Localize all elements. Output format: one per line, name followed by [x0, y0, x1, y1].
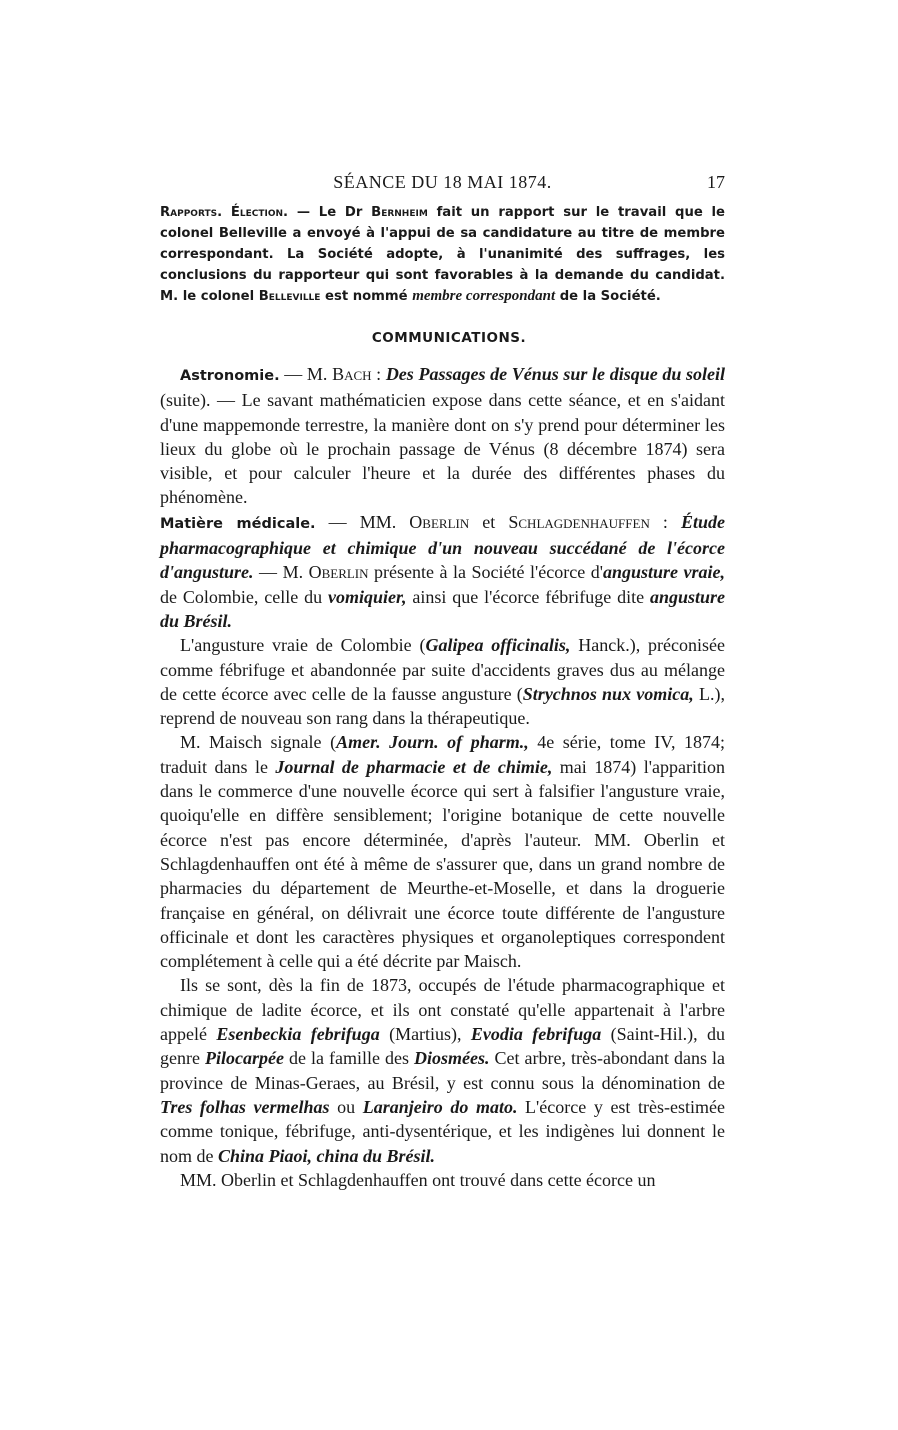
text-span: (suite). — Le savant mathématicien expose dans cette séance, et en s'aidant d'une mappemonde terrestre, la manière dont on s'y prend pour déterminer les lieux du globe où le prochain passage de Vénus (8 décembre 1874) sera visible, et pour calculer l'heure et la durée des différentes phases du phénomène.: [160, 390, 725, 508]
text-span: :: [649, 511, 681, 532]
italic-span: Amer. Journ. of pharm.,: [336, 732, 529, 753]
text-span: L'écorce y est très-estimée comme tonique, fébrifuge, anti-dysentérique, et les indigènes lui donnent le nom de: [160, 1096, 725, 1166]
italic-span: Tres folhas vermelhas: [160, 1096, 330, 1117]
text-span: — MM.: [315, 511, 410, 532]
text-span: — M.: [253, 562, 309, 583]
text-span: ou: [329, 1096, 363, 1117]
text-span: et: [469, 511, 509, 532]
italic-title: Étude pharmacographique et chimique d'un nouveau succédané de l'écorce d'angusture.: [160, 511, 726, 583]
person-name: Schlagdenhauffen: [508, 511, 650, 532]
italic-span: Strychnos nux vomica,: [522, 683, 694, 704]
paragraph-astronomie: [160, 362, 725, 510]
text-span: ainsi que l'écorce fébrifuge dite: [406, 586, 650, 607]
text-span: Hanck.), préconisée comme fébrifuge et abandonnée par suite d'accidents graves dus au mélange de cette écorce avec celle de la fausse angusture (: [160, 635, 726, 704]
paragraph-lead: Astronomie.: [180, 368, 280, 384]
rapports-paragraph: [160, 202, 725, 307]
person-name: Oberlin: [308, 562, 369, 583]
paragraph-last: [160, 1168, 725, 1192]
italic-span: Diosmées.: [414, 1048, 490, 1069]
italic-span: vomiquier,: [328, 586, 407, 607]
italic-span: Esenbeckia febrifuga: [216, 1024, 380, 1045]
text-span: — M.: [279, 364, 333, 384]
page-number: 17: [707, 172, 725, 192]
person-name: Bach: [332, 364, 372, 384]
section-title: COMMUNICATIONS.: [371, 330, 527, 346]
italic-span: membre correspondant: [412, 288, 556, 304]
text-span: — Le Dr: [288, 205, 372, 220]
person-name: Belleville: [258, 289, 321, 304]
paragraph-maisch: [160, 730, 725, 973]
text-span: L.), reprend de nouveau son rang dans la thérapeutique.: [160, 683, 725, 729]
italic-span: Laranjeiro do mato.: [362, 1096, 518, 1117]
body-text: [160, 362, 725, 1192]
italic-span: Evodia febrifuga: [470, 1024, 602, 1045]
paragraph-matiere: [160, 510, 725, 633]
running-title: SÉANCE DU 18 MAI 1874.: [333, 172, 552, 192]
text-span: M. Maisch signale (: [180, 732, 337, 753]
paragraph-lead: Matière médicale.: [160, 515, 316, 532]
text-span: (Martius),: [379, 1024, 471, 1045]
italic-span: Galipea officinalis,: [425, 635, 571, 656]
text-span: L'angusture vraie de Colombie (: [180, 635, 426, 656]
text-span: de Colombie, celle du: [160, 586, 328, 607]
text-span: Ils se sont, dès la fin de 1873, occupés de l'étude pharmacographique et chimique de ladite écorce, et ils ont constaté qu'elle appartenait à l'arbre appelé: [160, 975, 725, 1045]
person-name: Oberlin: [409, 511, 470, 532]
text-span: présente à la Société l'écorce d': [368, 562, 603, 583]
text-span: 4e série, tome IV, 1874; traduit dans le: [160, 732, 726, 777]
rapports-lead: Rapports. Élection.: [160, 205, 289, 220]
page-header: [160, 172, 725, 196]
italic-span: angusture vraie,: [602, 562, 725, 583]
italic-span: angusture du Brésil.: [160, 586, 725, 631]
text-span: fait un rapport sur le travail que le colonel Belleville a envoyé à l'appui de sa candidature au titre de membre correspondant. La Société adopte, à l'unanimité des suffrages, les conclusions du rapporteur qui sont favorables à la demande du candidat. M. le colonel: [160, 205, 726, 304]
paragraph-colombie: [160, 633, 725, 730]
text-span: MM. Oberlin et Schlagdenhauffen ont trouvé dans cette écorce un: [180, 1169, 656, 1190]
text-span: de la Société.: [555, 289, 661, 304]
text-span: mai 1874) l'apparition dans le commerce d'une nouvelle écorce qui sert à falsifier l'angusture vraie, quoiqu'elle en diffère sensiblement; l'origine botanique de cette nouvelle écorce n'est pas encore déterminée, d'après l'auteur. MM. Oberlin et Schlagdenhauffen ont été à même de s'assurer que, dans un grand nombre de pharmacies du département de Meurthe-et-Moselle, et dans la droguerie française en général, on délivrait une écorce toute différente de l'angusture officinale et dont les caractères physiques et organoleptiques correspondent complétement à celle qui a été décrite par Maisch.: [160, 756, 725, 972]
text-span: est nommé: [320, 289, 413, 304]
italic-span: Pilocarpée: [205, 1048, 284, 1069]
italic-span: China Piaoi, china du Brésil.: [218, 1145, 436, 1166]
paragraph-1873: [160, 973, 725, 1167]
text-span: :: [371, 364, 386, 384]
text-span: (Saint-Hil.), du genre: [160, 1024, 725, 1069]
italic-span: Journal de pharmacie et de chimie,: [275, 756, 553, 777]
text-span: Cet arbre, très-abondant dans la province de Minas-Geraes, au Brésil, y est connu sous la dénomination de: [160, 1048, 725, 1093]
person-name: Bernheim: [371, 205, 428, 220]
italic-title: Des Passages de Vénus sur le disque du soleil: [385, 364, 725, 384]
text-span: de la famille des: [283, 1048, 415, 1069]
